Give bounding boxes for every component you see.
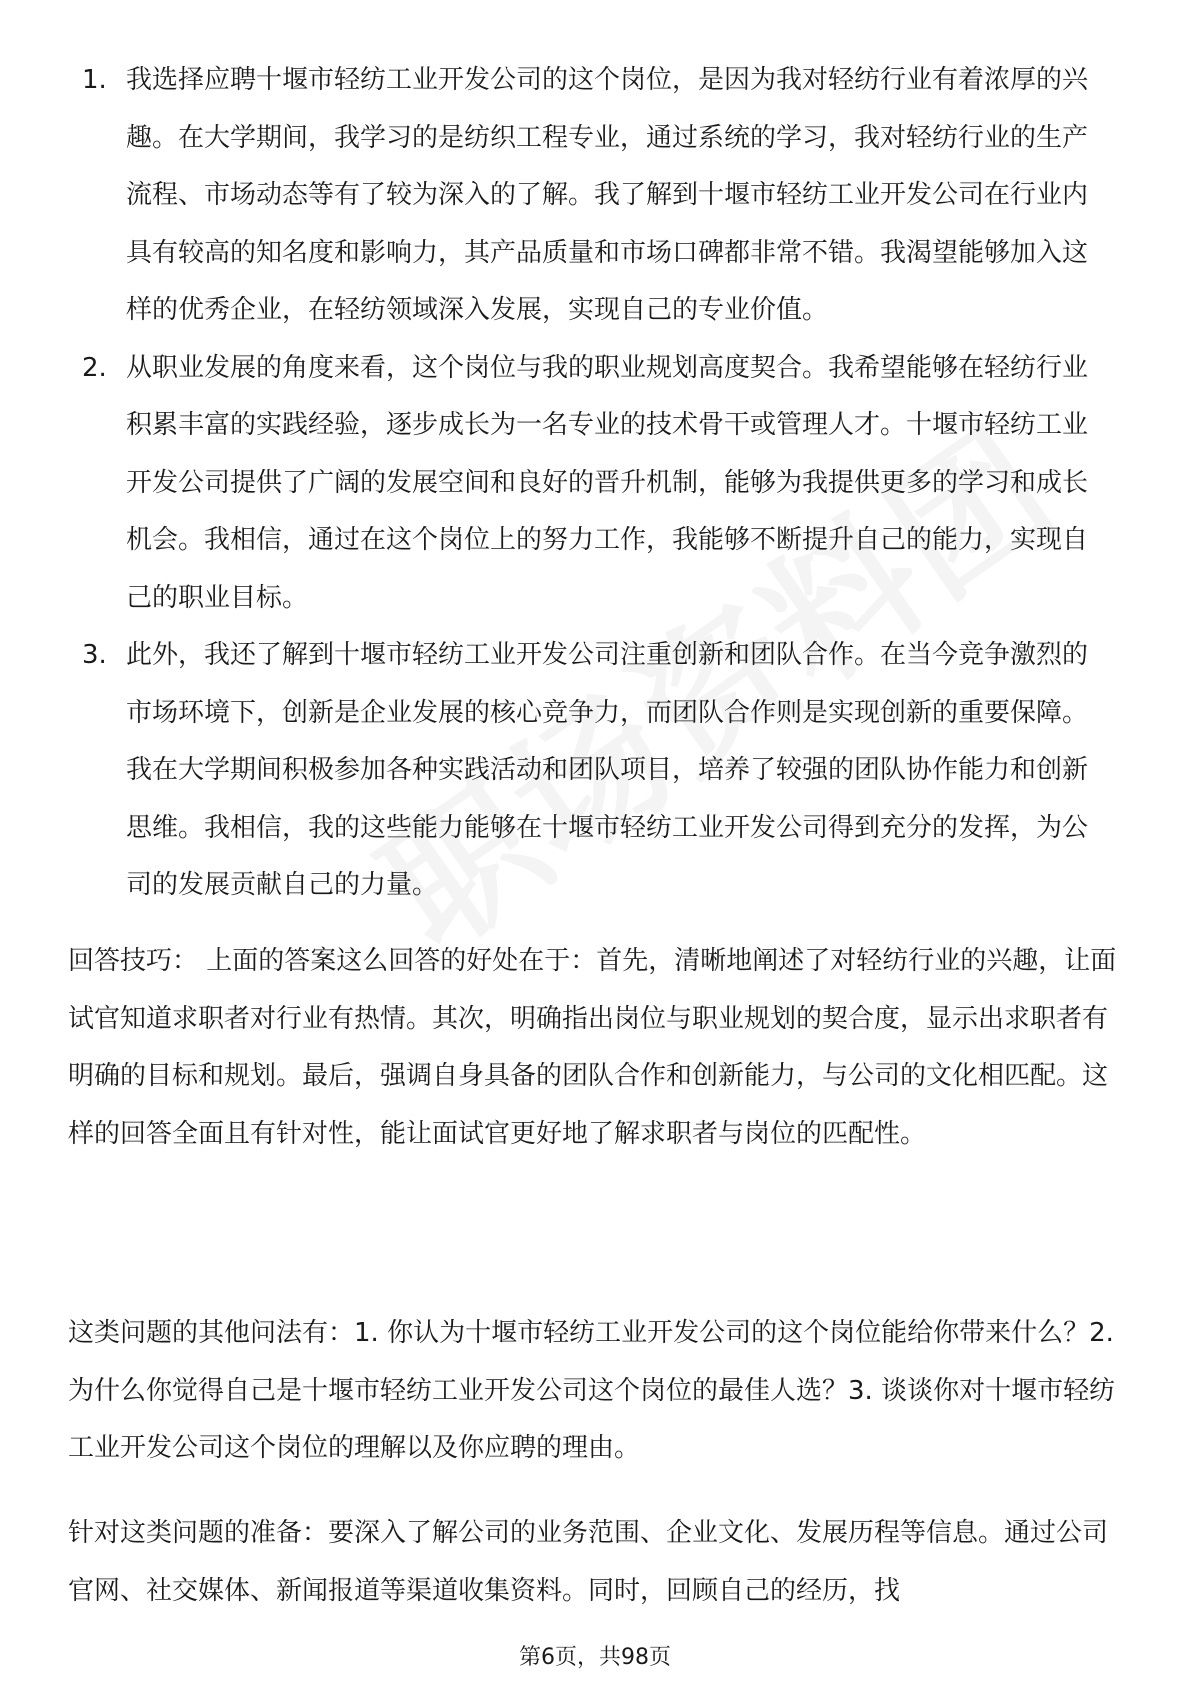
list-item-number: 2. bbox=[82, 352, 107, 383]
list-item bbox=[82, 52, 1110, 340]
list-item-text: 从职业发展的角度来看，这个岗位与我的职业规划高度契合。我希望能够在轻纺行业积累丰富的实践经验，逐步成长为一名专业的技术骨干或管理人才。十堰市轻纺工业开发公司提供了广阔的发展空间和良好的晋升机制，能够为我提供更多的学习和成长机会。我相信，通过在这个岗位上的努力工作，我能够不断提升自己的能力，实现自己的职业目标。 bbox=[126, 352, 1089, 613]
list-item bbox=[82, 340, 1110, 628]
preparation-paragraph: 针对这类问题的准备：要深入了解公司的业务范围、企业文化、发展历程等信息。通过公司官网、社交媒体、新闻报道等渠道收集资料。同时，回顾自己的经历，找 bbox=[68, 1518, 1109, 1606]
question-variants-paragraph: 这类问题的其他问法有：1. 你认为十堰市轻纺工业开发公司的这个岗位能给你带来什么？2. 为什么你觉得自己是十堰市轻纺工业开发公司这个岗位的最佳人选？3. 谈谈你对十堰市轻纺工业开发公司这个岗位的理解以及你应聘的理由。 bbox=[68, 1318, 1116, 1463]
list-item-text: 我选择应聘十堰市轻纺工业开发公司的这个岗位，是因为我对轻纺行业有着浓厚的兴趣。在大学期间，我学习的是纺织工程专业，通过系统的学习，我对轻纺行业的生产流程、市场动态等有了较为深入的了解。我了解到十堰市轻纺工业开发公司在行业内具有较高的知名度和影响力，其产品质量和市场口碑都非常不错。我渴望能够加入这样的优秀企业，在轻纺领域深入发展，实现自己的专业价值。 bbox=[126, 65, 1089, 325]
page-footer: 第6页，共98页 bbox=[519, 1645, 671, 1670]
list-item bbox=[82, 627, 1110, 915]
answer-list bbox=[82, 52, 1110, 915]
list-item-number: 1. bbox=[82, 65, 107, 95]
list-item-text: 此外，我还了解到十堰市轻纺工业开发公司注重创新和团队合作。在当今竞争激烈的市场环境下，创新是企业发展的核心竞争力，而团队合作则是实现创新的重要保障。我在大学期间积极参加各种实践活动和团队项目，培养了较强的团队协作能力和创新思维。我相信，我的这些能力能够在十堰市轻纺工业开发公司得到充分的发挥，为公司的发展贡献自己的力量。 bbox=[126, 640, 1089, 900]
list-item-number: 3. bbox=[82, 640, 107, 670]
answer-tips-paragraph: 回答技巧： 上面的答案这么回答的好处在于：首先，清晰地阐述了对轻纺行业的兴趣，让面试官知道求职者对行业有热情。其次，明确指出岗位与职业规划的契合度，显示出求职者有明确的目标和规划。最后，强调自身具备的团队合作和创新能力，与公司的文化相匹配。这样的回答全面且有针对性，能让面试官更好地了解求职者与岗位的匹配性。 bbox=[68, 946, 1117, 1149]
